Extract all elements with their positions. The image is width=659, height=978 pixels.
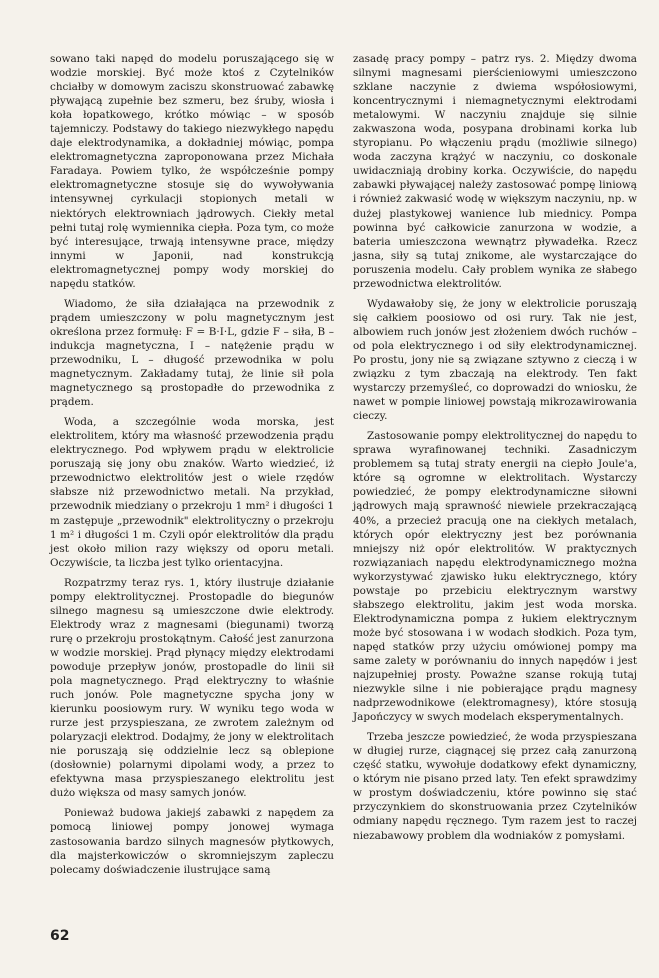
paragraph-toy-build: Ponieważ budowa jakiejś zabawki z napędem za pomocą liniowej pompy jonowej wymaga zastosowania bardzo silnych magnesów płytkowych, dla majsterkowiczów o skromniejszym zapleczu polecamy doświadczenie ilustrujące samą xyxy=(50,807,334,876)
left-text-column xyxy=(50,52,334,883)
paragraph-electrolyte: Woda, a szczególnie woda morska, jest elektrolitem, który ma własność przewodzenia prądu elektrycznego. Pod wpływem prądu w elektrolicie poruszają się jony obu znaków. Warto wiedzieć, iż przewodnictwo elektrolitów jest o wiele rzędów słabsze niż przewodnictwo metali. Na przykład, przewodnik miedziany o przekroju 1 mm² i długości 1 m zastępuje „przewodnik" elektrolityczny o przekroju 1 m² i długości 1 m. Czyli opór elektrolitów dla prądu jest około milion razy większy od oporu metali. Oczywiście, ta liczba jest tylko orientacyjna. xyxy=(50,416,334,569)
paragraph-lorentz-force: Wiadomo, że siła działająca na przewodnik z prądem umieszczony w polu magnetycznym jest określona przez formułę: F = B·I·L, gdzie F – siła, B – indukcja magnetyczna, I – natężenie prądu w przewodniku, L – długość przewodnika w polu magnetycznym. Zakładamy tutaj, że linie sił pola magnetycznego są prostopadłe do przewodnika z prądem. xyxy=(50,297,334,409)
paragraph-applications: Zastosowanie pompy elektrolitycznej do napędu to sprawa wyrafinowanej techniki. Zasadniczym problemem są tutaj straty energii na ciepło Joule'a, które są ogromne w elektrolitach. Wystarczy powiedzieć, że pompy elektrodynamiczne siłowni jądrowych mają sprawność niewiele przekraczającą 40%, a przecież pracują one na ciekłych metalach, których opór elektryczny jest bez porównania mniejszy niż opór elektrolitów. W praktycznych rozwiązaniach napędu elektrodynamicznego można wykorzystywać zjawisko łuku elektrycznego, który powstaje po przebiciu elektrycznym warstwy słabszego elektrolitu, jakim jest woda morska. Elektrodynamiczna pompa z łukiem elektrycznym może być stosowana i w wodach słodkich. Poza tym, napęd statków przy użyciu omówionej pompy ma same zalety w porównaniu do innych napędów i jest najzupełniej prosty. Poważne szanse rokują tutaj niezwykle silne i nie pobierające prądu magnesy nadprzewodnikowe (elektromagnesy), które stosują Japończycy w swych modelach eksperymentalnych. xyxy=(353,430,637,724)
paragraph-dynamic-effect: Trzeba jeszcze powiedzieć, że woda przyspieszana w długiej rurze, ciągnącej się przez całą zanurzoną część statku, wywołuje dodatkowy efekt dynamiczny, o którym nie pisano przed laty. Ten efekt sprawdzimy w prostym doświadczeniu, które powinno się stać przyczynkiem do skonstruowania przez Czytelników odmiany napędu ręcznego. Tym razem jest to raczej niezabawowy problem dla wodniaków z pomysłami. xyxy=(353,731,637,842)
page-number: 62 xyxy=(50,928,70,944)
paragraph-continued: sowano taki napęd do modelu poruszającego się w wodzie morskiej. Być może ktoś z Czytelników chciałby w domowym zaciszu skonstruować zabawkę pływającą zupełnie bez szmeru, bez śruby, wiosła i koła łopatkowego, krótko mówiąc – w sposób tajemniczy. Podstawy do takiego niezwykłego napędu daje elektrodynamika, a dokładniej mówiąc, pompa elektromagnetyczna zaproponowana przez Michała Faradaya. Powiem tylko, że współcześnie pompy elektromagnetyczne stosuje się do wywoływania intensywnej cyrkulacji stopionych metali w niektórych elektrowniach jądrowych. Ciekły metal pełni tutaj rolę wymiennika ciepła. Poza tym, co może być interesujące, trwają intensywne prace, między innymi w Japonii, nad konstrukcją elektromagnetycznej pompy wody morskiej do napędu statków. xyxy=(50,53,334,290)
paragraph-ion-motion: Wydawałoby się, że jony w elektrolicie poruszają się całkiem poosiowo od osi rury. Tak nie jest, albowiem ruch jonów jest złożeniem dwóch ruchów – od pola elektrycznego i od siły elektrodynamicznej. Po prostu, jony nie są związane sztywno z cieczą i w związku z tym zbaczają na elektrody. Ten fakt wystarczy przemyśleć, co doprowadzi do wniosku, że nawet w pompie liniowej powstają mikrozawirowania cieczy. xyxy=(353,297,637,423)
right-text-column xyxy=(353,52,637,849)
paragraph-figure-1: Rozpatrzmy teraz rys. 1, który ilustruje działanie pompy elektrolitycznej. Prostopadle do biegunów silnego magnesu są umieszczone dwie elektrody. Elektrody wraz z magnesami (biegunami) tworzą rurę o przekroju prostokątnym. Całość jest zanurzona w wodzie morskiej. Prąd płynący między elektrodami powoduje przepływ jonów, prostopadle do linii sił pola magnetycznego. Prąd elektryczny to właśnie ruch jonów. Pole magnetyczne spycha jony w kierunku poosiowym rury. W wyniku tego woda w rurze jest przyspieszana, ze zwrotem zależnym od polaryzacji elektrod. Dodajmy, że jony w elektrolitach nie poruszają się oddzielnie lecz są oblepione (dosłownie) polarnymi dipolami wody, a przez to efektywna masa przyspieszanego elektrolitu jest dużo większa od masy samych jonów. xyxy=(50,576,334,800)
paragraph-figure-2: zasadę pracy pompy – patrz rys. 2. Między dwoma silnymi magnesami pierścieniowymi umieszczono szklane naczynie z dwiema współosiowymi, koncentrycznymi i niemagnetycznymi elektrodami metalowymi. W naczyniu znajduje się silnie zakwaszona woda, posypana drobinami korka lub styropianu. Po włączeniu prądu (możliwie silnego) woda zaczyna krążyć w naczyniu, co doskonale uwidaczniają drobiny korka. Oczywiście, do napędu zabawki pływającej należy zastosować pompę liniową i również zakwasić wodę w większym naczyniu, np. w dużej plastykowej wanience lub miednicy. Pompa powinna być całkowicie zanurzona w wodzie, a bateria umieszczona wewnątrz pływadełka. Rzecz jasna, siły są tutaj znikome, ale wystarczające do poruszenia modelu. Cały problem wynika ze słabego przewodnictwa elektrolitów. xyxy=(353,53,637,290)
